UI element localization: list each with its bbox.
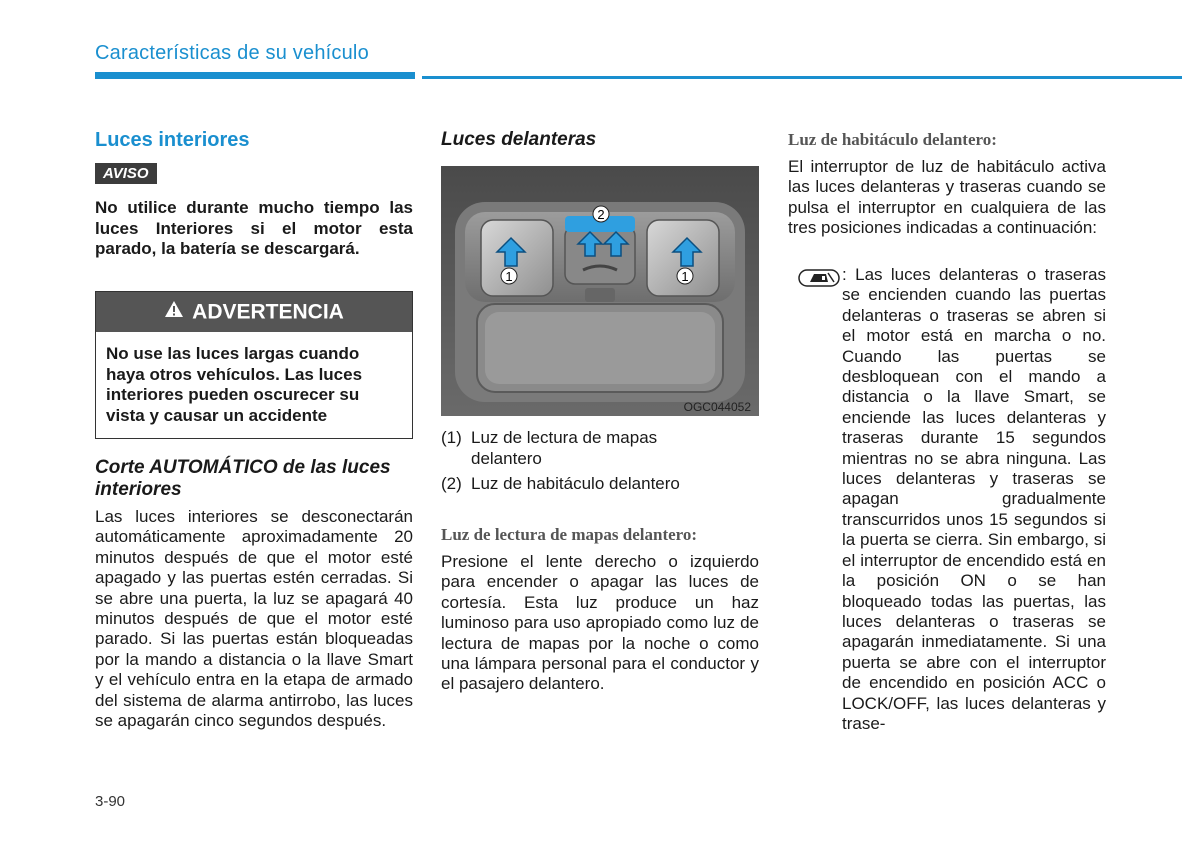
legend-2-num: (2)	[441, 474, 462, 493]
auto-off-body: Las luces interiores se desconectarán automáticamente aproximadamente 20 minutos después de que el motor esté apagado y las puertas estén cerradas. Si se abre una puerta, la luz se apagará 40 minutos después de que el motor esté parado. Si las puertas están bloqueadas por la mando a distancia o la llave Smart y el vehículo entra en la etapa de armado del sistema de alarma antirrobo, las luces se apagarán cinco segundos después.	[95, 507, 413, 731]
warning-title: ADVERTENCIA	[192, 300, 344, 324]
warning-header	[96, 292, 412, 332]
callout-1-right: 1	[681, 269, 689, 284]
map-light-body: Presione el lente derecho o izquierdo para encender o apagar las luces de cortesía. Esta luz produce un haz luminoso para uso apropiado como luz de lectura de mapas por la noche o como una lámpara personal para el conductor y el pasajero delantero.	[441, 552, 759, 694]
aviso-badge: AVISO	[95, 163, 157, 184]
header-bar-left	[95, 72, 415, 79]
cabin-light-subhead: Luz de habitáculo delantero:	[788, 130, 997, 149]
door-position-text: : Las luces delanteras o traseras se encienden cuando las puertas delanteras o traseras se abren si el motor está en marcha o no. Cuando las puertas se desbloquean con el mando a distancia o la llave Smart, se enciende las luces delanteras y traseras durante 15 segundos mientras no se abra ninguna. Las luces delanteras y traseras se apagan gradualmente transcurridos unos 15 segundos si la puerta se cierra. Sin embargo, si el interruptor de encendido está en la posición ON o se han bloqueado todas las puertas, las luces delanteras o traseras se apagarán inmediatamente. Si una puerta se abre con el interruptor de encendido en posición ACC o LOCK/OFF, las luces delanteras y trase-	[842, 265, 1106, 733]
section-title-interior-lights: Luces interiores	[95, 129, 250, 151]
header-bar-right	[422, 76, 1182, 79]
cabin-light-intro: El interruptor de luz de habitáculo activa las luces delanteras y traseras cuando se pulsa el interruptor en cualquiera de las tres posiciones indicadas a continuación:	[788, 157, 1106, 238]
legend-item-1	[441, 427, 759, 469]
callout-1-left: 1	[505, 269, 513, 284]
legend-1-text: Luz de lectura de mapas delantero	[471, 428, 658, 468]
door-switch-icon	[798, 267, 840, 294]
warning-triangle-icon	[164, 292, 184, 332]
aviso-text: No utilice durante mucho tiempo las luces Interiores si el motor esta parado, la batería se descargará.	[95, 198, 413, 258]
auto-off-subtitle: Corte AUTOMÁTICO de las luces interiores	[95, 457, 391, 500]
legend-item-2	[441, 473, 759, 494]
callout-2: 2	[597, 207, 605, 222]
overhead-console-photo	[441, 166, 759, 416]
aviso-badge-wrap	[95, 163, 413, 184]
warning-text: No use las luces largas cuando haya otros vehículos. Las luces interiores pueden oscurecer su vista y causar un accidente	[106, 344, 363, 425]
page-header-title: Características de su vehículo	[95, 42, 369, 64]
map-light-subhead: Luz de lectura de mapas delantero:	[441, 525, 698, 544]
page-number: 3-90	[95, 793, 126, 810]
warning-box	[95, 291, 413, 439]
front-lights-title: Luces delanteras	[441, 129, 597, 150]
legend-1-num: (1)	[441, 428, 462, 447]
image-code: OGC044052	[683, 400, 751, 414]
legend-2-text: Luz de habitáculo delantero	[471, 474, 680, 493]
overhead-console-illustration	[441, 166, 759, 416]
